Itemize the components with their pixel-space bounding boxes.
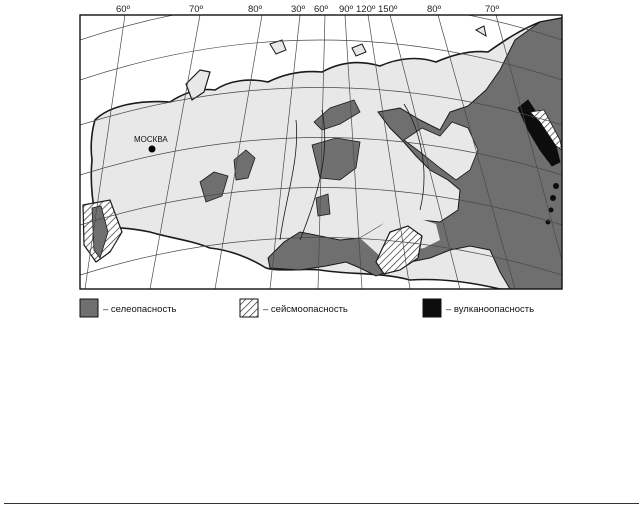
degree-label: 150º (378, 4, 398, 15)
legend-swatch-mudflow (80, 299, 98, 317)
degree-label: 120º (356, 4, 376, 15)
legend-swatch-seismic (240, 299, 258, 317)
degree-label: 70º (485, 4, 500, 15)
degree-label: 60º (314, 4, 329, 15)
degree-label: 80º (248, 4, 263, 15)
volcanic-island (550, 195, 556, 201)
degree-label: 80º (427, 4, 442, 15)
city-marker-moscow (149, 146, 156, 153)
degree-label: 60º (116, 4, 131, 15)
degree-labels (116, 4, 500, 15)
legend-label-volcanic: – вулканоопасность (446, 304, 535, 315)
legend-swatch-volcanic (423, 299, 441, 317)
degree-label: 70º (189, 4, 204, 15)
city-label-moscow: МОСКВА (134, 135, 168, 144)
legend-label-seismic: – сейсмоопасность (263, 304, 348, 315)
page-divider (4, 503, 639, 504)
degree-label: 90º (339, 4, 354, 15)
degree-label: 30º (291, 4, 306, 15)
legend (80, 299, 534, 317)
legend-label-mudflow: – селеопасность (103, 304, 177, 315)
mudflow-zone-small (316, 194, 330, 216)
volcanic-island (553, 183, 559, 189)
